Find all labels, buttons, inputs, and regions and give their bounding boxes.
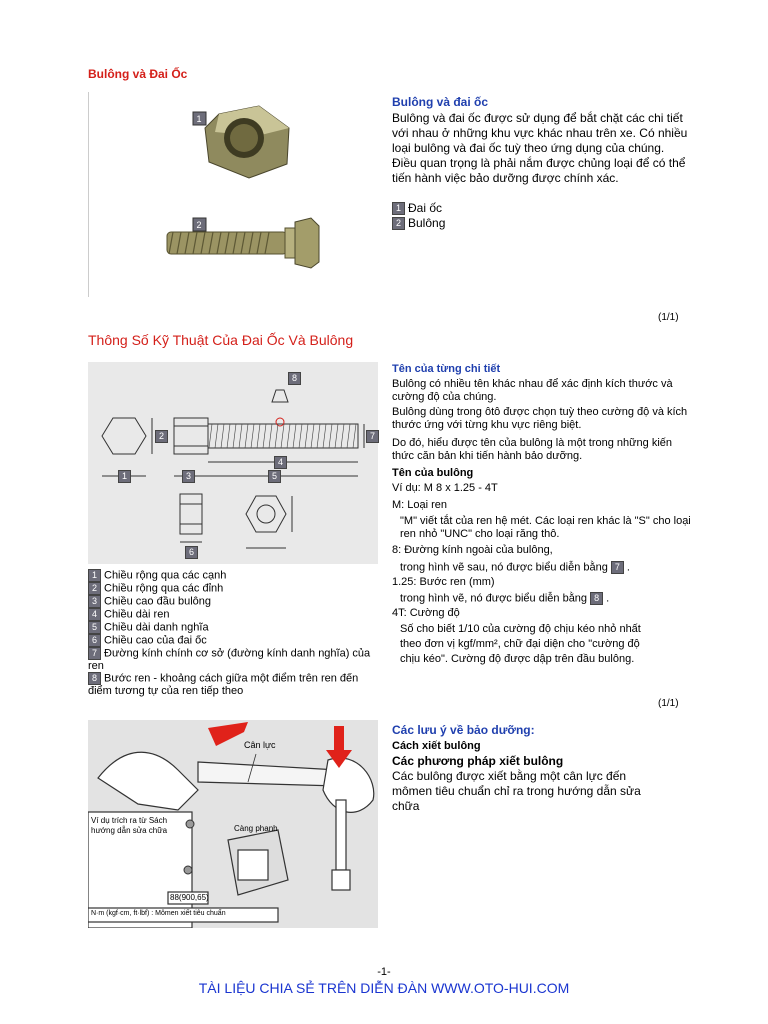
badge-2: 2 — [392, 217, 405, 230]
section2-p3: Do đó, hiểu được tên của bulông là một trong những kiến thức căn bản khi tiến hành bảo dưỡng. — [392, 437, 673, 462]
excerpt-label: Ví dụ trích ra từ Sách hướng dẫn sửa chữa — [91, 816, 168, 835]
section1-page-ref: (1/1) — [658, 312, 679, 323]
legend-item: 2 Chiều rộng qua các đỉnh — [88, 582, 378, 595]
diagram-num-1: 1 — [118, 470, 131, 483]
diagram-legend — [88, 569, 378, 697]
diagram-num-4: 4 — [274, 456, 287, 469]
nut-bolt-photo-panel — [88, 92, 379, 297]
section1-header: Bulông và Đai Ốc — [88, 67, 188, 81]
diagram-num-2: 2 — [155, 430, 168, 443]
section2-p1: Bulông có nhiều tên khác nhau để xác định kích thước và cường độ của chúng. — [392, 378, 673, 403]
p-label: 1.25: Bước ren (mm) — [392, 576, 495, 588]
section1-item-1: 1 Đai ốc — [392, 201, 442, 216]
section3-sub1: Cách xiết bulông — [392, 740, 481, 752]
wrench-label: Cân lực — [244, 740, 276, 750]
legend-item: 1 Chiều rộng qua các cạnh — [88, 569, 378, 582]
hex-nut-image — [205, 106, 289, 178]
ref-badge-7: 7 — [611, 561, 624, 574]
d-desc-line: trong hình vẽ sau, nó được biểu diễn bằng 7 . — [400, 561, 630, 574]
diagram-num-3: 3 — [182, 470, 195, 483]
section1-heading: Bulông và đai ốc — [392, 95, 489, 109]
section1-item-2: 2 Bulông — [392, 216, 445, 231]
d-label: 8: Đường kính ngoài của bulông, — [392, 544, 553, 556]
legend-item: 6 Chiều cao của đai ốc — [88, 634, 378, 647]
t-desc-1: Số cho biết 1/10 của cường độ chịu kéo nhỏ nhất — [400, 623, 641, 635]
section3-sub2: Các phương pháp xiết bulông — [392, 754, 564, 768]
legend-item: 5 Chiều dài danh nghĩa — [88, 621, 378, 634]
std-torque-label: N·m (kgf·cm, ft·lbf) : Mômen xiết tiêu chuẩn — [91, 910, 226, 917]
section2-subheading: Tên của bulông — [392, 467, 474, 479]
legend-item: 4 Chiều dài ren — [88, 608, 378, 621]
torque-value-label: 88(900,65) — [170, 893, 209, 902]
diagram-num-6: 6 — [185, 546, 198, 559]
footer-banner: TÀI LIỆU CHIA SẺ TRÊN DIỄN ĐÀN WWW.OTO-HUI.COM — [198, 980, 570, 996]
section2-page-ref: (1/1) — [658, 698, 679, 709]
photo-num-1: 1 — [196, 114, 202, 124]
page-number: -1- — [377, 966, 391, 978]
section1-paragraph: Bulông và đai ốc được sử dụng để bắt chặt các chi tiết với nhau ở những khu vực khác nhau trên xe. Có nhiều loại bulông và đai ốc tuỳ theo ứng dụng của chúng. Điều quan trọng là phải nắm được chủng loại để có thể tiến hành việc bảo dưỡng được chính xác. — [392, 111, 688, 185]
t-desc-2: theo đơn vị kgf/mm², chữ đại diện cho "cường độ — [400, 638, 640, 650]
section3-paragraph: Các bulông được xiết bằng một cân lực đến mômen tiêu chuẩn chỉ ra trong hướng dẫn sửa chữa — [392, 769, 641, 813]
legend-item: 3 Chiều cao đầu bulông — [88, 595, 378, 608]
hex-bolt-image — [167, 218, 319, 268]
badge-1: 1 — [392, 202, 405, 215]
diagram-num-7: 7 — [366, 430, 379, 443]
t-desc-3: chịu kéo". Cường độ được dập trên đầu bulông. — [400, 653, 635, 665]
m-label: M: Loại ren — [392, 499, 448, 511]
diagram-num-5: 5 — [268, 470, 281, 483]
nut-bolt-photo — [89, 92, 379, 297]
section3-heading: Các lưu ý về bảo dưỡng: — [392, 723, 535, 737]
legend-item: 7 Đường kính chính cơ sở (đường kính danh nghĩa) của ren — [88, 647, 371, 672]
p-desc-line: trong hình vẽ, nó được biểu diễn bằng 8 . — [400, 592, 610, 605]
section2-p2: Bulông dùng trong ôtô được chọn tuỳ theo cường độ và kích thước ứng với từng khu vực riêng biệt. — [392, 406, 688, 431]
m-desc: "M" viết tắt của ren hệ mét. Các loại ren khác là "S" cho loại ren nhỏ "UNC" cho loại răng thô. — [400, 515, 691, 540]
section2-heading: Tên của từng chi tiết — [392, 363, 501, 375]
dimension-drawing — [88, 362, 378, 564]
photo-num-2: 2 — [196, 220, 202, 230]
legend-item: 8 Bước ren - khoảng cách giữa một điểm trên ren đến điểm tương tự của ren tiếp theo — [88, 672, 359, 697]
bolt-dimension-diagram — [88, 362, 378, 564]
diagram-num-8: 8 — [288, 372, 301, 385]
torque-wrench-illustration — [88, 720, 378, 928]
ref-badge-8: 8 — [590, 592, 603, 605]
section2-title: Thông Số Kỹ Thuật Của Đai Ốc Và Bulông — [88, 332, 354, 348]
t-label: 4T: Cường độ — [392, 607, 460, 619]
caliper-label: Càng phanh — [234, 824, 278, 833]
bolt-example: Ví dụ: M 8 x 1.25 - 4T — [392, 482, 498, 494]
